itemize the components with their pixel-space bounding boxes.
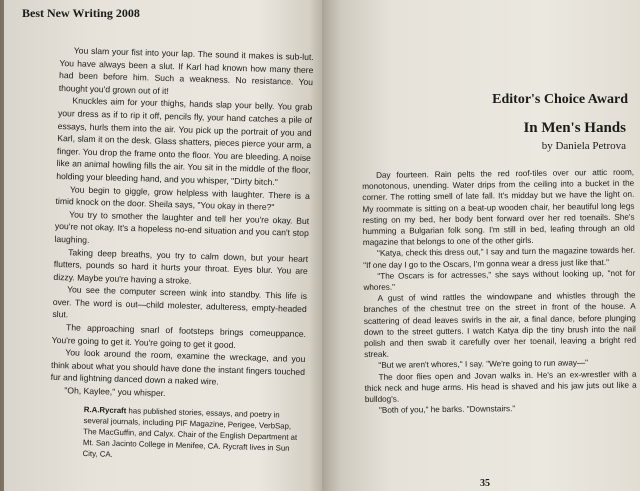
author-bio	[82, 404, 305, 465]
paragraph: You begin to giggle, grow helpless with laughter. There is a timid knock on the door. Sheila says, "You okay in there?"	[55, 183, 311, 213]
paragraph: "Katya, check this dress out," I say and turn the magazine towards her. "If one day I go to the Oscars, I'm gonna wear a dress just like that."	[363, 246, 636, 270]
paragraph: "Both of you," he barks. "Downstairs."	[378, 404, 516, 416]
left-page	[4, 0, 322, 491]
byline: by Daniela Petrova	[541, 140, 626, 152]
paragraph: You look around the room, examine the wreckage, and you think about what you should have done the instant fingers touched fur and lightning danced down a naked wire.	[50, 347, 306, 388]
paragraph: The door flies open and Jovan walks in. He's an ex-wrestler with a thick neck and huge arms. His head is shaved and his jaw juts out like a bulldog's.	[364, 369, 637, 405]
paragraph: Taking deep breaths, you try to calm down, but your heart flutters, pounds so hard it hurts your throat. Eyes blur. You are dizzy. Maybe you're having a stroke.	[53, 246, 309, 286]
bio-text: has published stories, essays, and poetry in several journals, including PIF Magazine, Perigee, VerbSap, The MacGuffin, and Calyx. Chair of the English Department at Mt. San Jacinto College in Menifee, CA. Rycraft lives in Sun City, CA.	[82, 406, 298, 459]
paragraph: "But we aren't whores," I say. "We're going to run away—"	[378, 358, 589, 371]
right-page	[322, 0, 640, 491]
page-number: 35	[480, 478, 490, 489]
paragraph: The approaching snarl of footsteps brings comeuppance. You're going to get it. You're going to get it good.	[51, 322, 307, 350]
right-page-body	[362, 167, 637, 417]
paragraph: Day fourteen. Rain pelts the red roof-tiles over our attic room, monotonous, unending. Water drips from the ceiling into a bucket in the corner. The rotting smell of late fall. It's midday but we have the light on. My roommate is sitting on a beat-up wooden chair, her beautiful long legs resting on my bed, her body bent forward over her red toenails. She's humming a Bulgarian folk song. I'm still in bed, leafing through an old magazine that belongs to one of the other girls.	[362, 167, 635, 248]
left-page-body	[50, 44, 314, 404]
story-title: In Men's Hands	[523, 120, 626, 136]
paragraph: "Oh, Kaylee," you whisper.	[64, 385, 166, 399]
paragraph: Knuckles aim for your thighs, hands slap your belly. You grab your dress as if to rip it off, pencils fly, your hand catches a pile of essays, hurls them into the air. You pick up the portrait of you and Karl, slam it on the desk. Glass shatters, pieces pierce your arm, a finger. You drop the frame onto the floor. You are bleeding. A noise like an animal howling fills the air. You sit in the middle of the floor, holding your bleeding hand, and you whisper, "Dirty bitch."	[56, 95, 313, 188]
paragraph: A gust of wind rattles the windowpane and whistles through the branches of the chestnut tree on the street in front of the house. A scattering of dead leaves swirls in the air, a final dance, before plunging down to the street gutters. I watch Katya dip the tiny brush into the nail polish and then swab it carefully over her toenail, leaving a bright red streak.	[363, 290, 637, 360]
paragraph: "The Oscars is for actresses," she says without looking up, "not for whores."	[363, 268, 636, 293]
paragraph: You see the computer screen wink into standby. This life is over. The word is out—child molester, adulteress, empty-headed slut.	[52, 284, 308, 320]
paragraph: You slam your fist into your lap. The sound it makes is sub-lut. You have always been a slut. If Karl had known how many there had been before him. Such a weakness. No resistance. You thought you'd grown out of it!	[58, 45, 314, 96]
running-head: Best New Writing 2008	[22, 6, 140, 20]
bio-author: R.A.Rycraft	[83, 404, 127, 416]
paragraph: You try to smother the laughter and tell her you're okay. But you're not okay. It's a hopeless no-end situation and you can't stop laughing.	[54, 209, 310, 245]
award-heading: Editor's Choice Award	[492, 92, 628, 107]
